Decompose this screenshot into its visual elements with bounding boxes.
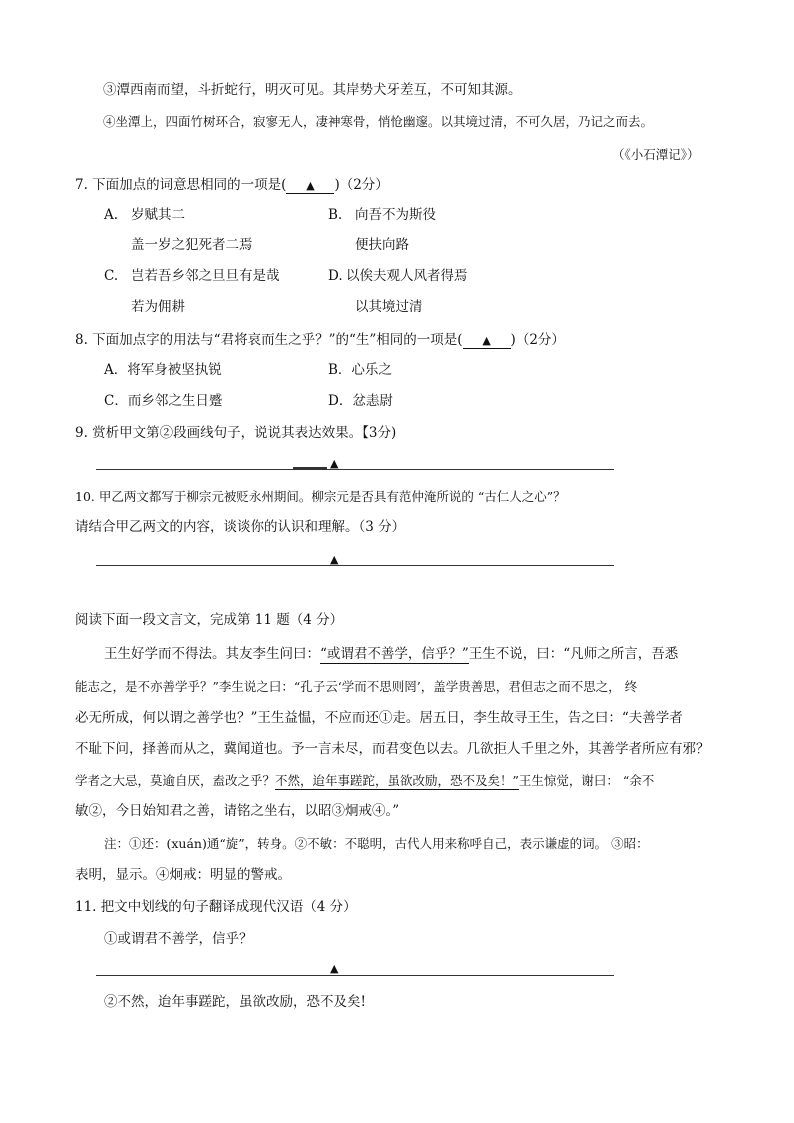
q7-option-b-label: B. — [328, 207, 343, 223]
underlined-sentence-2: 不然，迨年事蹉跎，虽欲改励，恐不及矣！” — [275, 773, 519, 788]
q11-sentence-1: ①或谓君不善学，信乎？ — [104, 931, 253, 947]
q7-a2-text: 盖一岁之犯死者二焉 — [131, 237, 253, 253]
q7-stem-text: 7. 下面加点的词意思相同的一项是( — [75, 177, 287, 193]
q7-stem-points: )（2分） — [334, 177, 389, 193]
q9-answer-mark: ▲ — [330, 457, 339, 470]
q7-d1-text: 以俟夫观人风者得焉 — [346, 268, 468, 284]
q11-sentence-2: ②不然，迨年事蹉跎，虽欲改励，恐不及矣! — [104, 994, 366, 1010]
q8-stem-points: )（2分） — [510, 332, 565, 348]
passage-b-p5-text: 学者之大忌，莫逾自厌，盍改之乎？ — [75, 773, 276, 788]
q11-answer-mark: ▲ — [330, 962, 339, 975]
q7-b2-text: 便扶向路 — [355, 237, 409, 253]
passage-b-note-2: 表明，显示。④炯戒：明显的警戒。 — [75, 867, 291, 883]
passage-b-p1-text: 王生好学而不得法。其友李生问曰： — [104, 646, 320, 662]
passage-b-note-1: 注：①还：(xuán)通“旋”，转身。②不敏：不聪明，古代人用来称呼自己，表示谦虚的词。 ③昭： — [104, 836, 649, 851]
q7-option-c-line2 — [131, 298, 185, 316]
q11-stem: 11. 把文中划线的句子翻译成现代汉语（4 分） — [75, 899, 357, 915]
q7-option-b-line2 — [355, 236, 409, 254]
q11-answer-line[interactable] — [96, 975, 614, 976]
q7-c2-text: 若为佣耕 — [131, 299, 185, 315]
q7-a1-text: 岁赋其二 — [131, 207, 185, 223]
q7-option-a-line2 — [131, 236, 253, 254]
passage-b-line-3: 必无所成，何以谓之善学也？”王生益愠，不应而还①走。居五日，李生故寻王生，告之曰：“夫善学者 — [75, 710, 683, 726]
q8-stem — [75, 331, 565, 349]
q7-c1-text: 岂若吾乡邻之旦旦有是哉 — [131, 268, 280, 284]
underlined-sentence-1: “或谓君不善学，信乎？” — [320, 646, 469, 662]
q8-option-a: A．将军身被坚执锐 — [104, 362, 222, 378]
q7-d2-text: 以其境过清 — [355, 299, 423, 315]
q9-stem: 9. 赏析甲文第②段画线句子，说说其表达效果。【3分) — [75, 425, 397, 441]
passage-b-intro: 阅读下面一段文言文，完成第 11 题（4 分） — [75, 612, 344, 628]
q8-option-c: C．而乡邻之生日蹙 — [104, 393, 223, 409]
q9-answer-line[interactable] — [96, 469, 614, 470]
passage-a-sentence-4: ④坐潭上，四面竹树环合，寂寥无人，凄神寒骨，悄怆幽邃。以其境过清，不可久居，乃记之而去。 — [103, 114, 654, 129]
passage-b-line-4: 不耻下问，择善而从之，冀闻道也。予一言未尽，而君变色以去。几欲拒人千里之外，其善学者所应有邪？ — [75, 741, 710, 757]
passage-b-line-6: 敏②，今日始知君之善，请铭之坐右，以昭③炯戒④。” — [75, 803, 400, 819]
q10-stem-line1: 10. 甲乙两文都写于柳宗元被贬永州期间。柳宗元是否具有范仲淹所说的 “古仁人之心”？ — [75, 489, 566, 504]
passage-a-source: （《小石潭记》） — [612, 147, 700, 162]
q8-stem-text: 8. 下面加点字的用法与“君将哀而生之乎？”的“生”相同的一项是( — [75, 332, 463, 348]
q7-answer-blank[interactable]: ▲ — [286, 179, 334, 194]
q7-option-d-line2 — [355, 298, 423, 316]
q10-stem-line2: 请结合甲乙两文的内容，谈谈你的认识和理解。（3 分） — [75, 519, 406, 535]
q7-option-d-line1 — [346, 267, 468, 285]
passage-b-p1-tail: 王生不说，曰：“凡师之所言，吾悉 — [468, 646, 679, 662]
q7-option-a-line1 — [131, 206, 185, 224]
passage-b-line-5 — [75, 772, 654, 790]
q8-option-d: D．忿恚尉 — [328, 393, 393, 409]
passage-b-p5-tail: 王生惊觉，谢曰： “余不 — [518, 773, 655, 788]
q8-option-b: B．心乐之 — [328, 362, 392, 378]
q9-answer-line-mark-underline — [293, 467, 327, 469]
q7-option-a-label: A. — [104, 207, 119, 223]
q7-option-c-line1 — [131, 267, 280, 285]
q10-answer-mark: ▲ — [330, 553, 339, 566]
q8-answer-blank[interactable]: ▲ — [463, 334, 511, 349]
q10-answer-line[interactable] — [96, 565, 614, 566]
q7-stem — [75, 176, 389, 194]
q7-option-b-line1 — [355, 206, 436, 224]
passage-b-line-1 — [104, 645, 678, 663]
q7-option-c-label: C. — [104, 268, 119, 284]
q7-b1-text: 向吾不为斯役 — [355, 207, 436, 223]
q7-option-d-label: D. — [328, 268, 343, 284]
passage-b-line-2: 能志之，是不亦善学乎？”李生说之曰：“孔子云‘学而不思则罔’，盖学贵善思，君但志之而不思之， 终 — [75, 679, 638, 694]
passage-a-sentence-3: ③潭西南而望，斗折蛇行，明灭可见。其岸势犬牙差互，不可知其源。 — [103, 82, 522, 98]
